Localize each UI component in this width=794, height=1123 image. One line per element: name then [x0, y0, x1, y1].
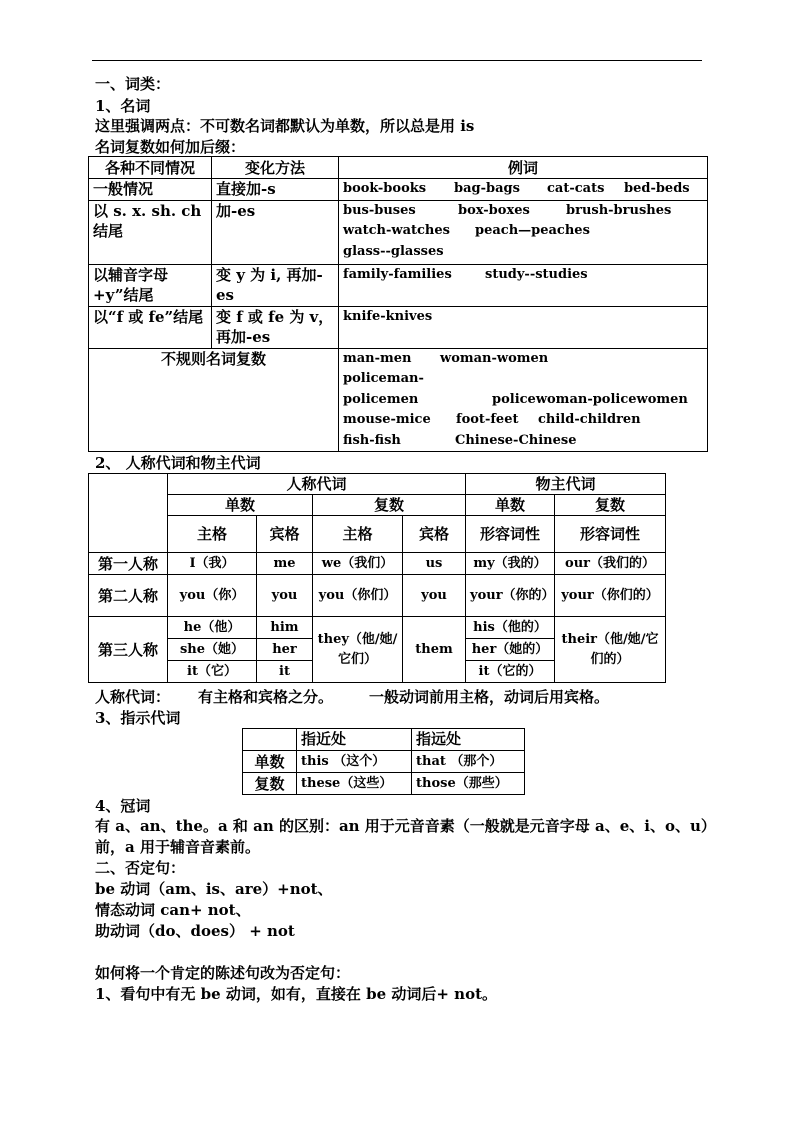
table-header-row: [89, 474, 666, 495]
cell: me: [257, 553, 313, 575]
cell: it（它）: [168, 661, 257, 683]
example: mouse-mice: [343, 412, 431, 427]
cell: they（他/她/它们）: [313, 617, 403, 683]
header-personal: 人称代词: [168, 474, 466, 495]
example: watch-watches: [343, 223, 450, 238]
negation-step-1: 1、看句中有无 be 动词，如有，直接在 be 动词后+ not。: [95, 985, 498, 1003]
row-label-second: 第二人称: [89, 575, 168, 617]
article-text-line1: 有 a、an、the。a 和 an 的区别：an 用于元音音素（一般就是元音字母 a、e、i、o、u）: [95, 817, 716, 835]
table-row: [89, 553, 666, 575]
case-cell: 以“f 或 fe”结尾: [89, 306, 212, 348]
example: peach—peaches: [475, 223, 590, 238]
header-possessive: 物主代词: [466, 474, 666, 495]
row-label-singular: 单数: [243, 751, 297, 773]
cell: them: [403, 617, 466, 683]
header-singular: 单数: [466, 495, 555, 516]
example: knife-knives: [343, 308, 433, 324]
header-subject: 主格: [313, 516, 403, 553]
cell: those（那些）: [412, 773, 525, 795]
case-cell: 以辅音字母+y”结尾: [89, 264, 212, 306]
cell: your（你们的）: [555, 575, 666, 617]
section-heading-2: 二、否定句：: [95, 859, 186, 877]
cell: her: [257, 639, 313, 661]
article-text-line2: 前，a 用于辅音音素前。: [95, 838, 260, 856]
table-header-row: [89, 157, 708, 179]
case-cell: 不规则名词复数: [89, 348, 339, 452]
section-heading-1: 一、词类：: [95, 75, 171, 93]
blank-corner: [89, 474, 168, 553]
method-cell: 变 y 为 i, 再加-es: [212, 264, 339, 306]
negation-auxiliary: 助动词（do、does） + not: [95, 922, 295, 940]
example: book-books: [343, 181, 427, 196]
example: family-families: [343, 266, 452, 282]
cell: it（它的）: [466, 661, 555, 683]
example: study--studies: [485, 266, 588, 282]
example: bed-beds: [624, 181, 690, 196]
examples-cell: [339, 200, 708, 264]
cell: these（这些）: [297, 773, 412, 795]
method-cell: 加-es: [212, 200, 339, 264]
cell: your（你的）: [466, 575, 555, 617]
table-row: [89, 306, 708, 348]
example: Chinese-Chinese: [455, 432, 577, 448]
cell: you: [257, 575, 313, 617]
case-cell: 以 s. x. sh. ch 结尾: [89, 200, 212, 264]
cell: our（我们的）: [555, 553, 666, 575]
method-cell: 直接加-s: [212, 179, 339, 201]
note-pronoun-label: 人称代词：: [95, 688, 171, 706]
table-row: [89, 200, 708, 264]
example: fish-fish: [343, 432, 401, 448]
example: policewoman-policewomen: [492, 391, 688, 407]
note-uncountable: 这里强调两点：不可数名词都默认为单数，所以总是用 is: [95, 117, 475, 135]
example: man-men: [343, 350, 412, 366]
blank-corner: [243, 729, 297, 751]
cell: my（我的）: [466, 553, 555, 575]
note-pronoun-usage: 一般动词前用主格，动词后用宾格。: [369, 688, 610, 706]
header-object: 宾格: [403, 516, 466, 553]
table-row: [89, 264, 708, 306]
case-cell: 一般情况: [89, 179, 212, 201]
header-far: 指远处: [412, 729, 525, 751]
table-row: [89, 617, 666, 639]
note-pronoun-cases: 有主格和宾格之分。: [198, 688, 334, 706]
plural-rules-table: [88, 156, 708, 452]
header-adjective: 形容词性: [555, 516, 666, 553]
example: woman-women: [440, 350, 549, 366]
pronoun-table: [88, 473, 666, 683]
cell: their（他/她/它们的）: [555, 617, 666, 683]
header-singular: 单数: [168, 495, 313, 516]
header-examples: 例词: [339, 157, 708, 179]
example: child-children: [538, 412, 641, 427]
cell: you（你）: [168, 575, 257, 617]
cell: I（我）: [168, 553, 257, 575]
table-row: [243, 773, 525, 795]
row-label-third: 第三人称: [89, 617, 168, 683]
table-row: [89, 348, 708, 452]
note-pronoun-line: [95, 687, 609, 707]
example: bag-bags: [454, 181, 520, 196]
subsection-heading-demonstrative: 3、指示代词: [95, 709, 181, 727]
demonstrative-table: [242, 728, 525, 795]
subsection-heading-pronoun: 2、 人称代词和物主代词: [95, 454, 261, 472]
example: glass--glasses: [343, 243, 444, 259]
cell: that （那个）: [412, 751, 525, 773]
cell: us: [403, 553, 466, 575]
cell: you: [403, 575, 466, 617]
examples-cell: [339, 348, 708, 452]
cell: her（她的）: [466, 639, 555, 661]
row-label-first: 第一人称: [89, 553, 168, 575]
header-object: 宾格: [257, 516, 313, 553]
subsection-heading-noun: 1、名词: [95, 97, 151, 115]
table-header-row: [89, 516, 666, 553]
method-cell: 变 f 或 fe 为 v，再加-es: [212, 306, 339, 348]
cell: him: [257, 617, 313, 639]
examples-cell: [339, 179, 708, 201]
example: bus-buses: [343, 202, 416, 218]
cell: he（他）: [168, 617, 257, 639]
table-row: [89, 179, 708, 201]
negation-be: be 动词（am、is、are）+not、: [95, 880, 333, 898]
header-method: 变化方法: [212, 157, 339, 179]
header-case: 各种不同情况: [89, 157, 212, 179]
example: policeman-policemen: [343, 371, 424, 407]
table-row: [89, 575, 666, 617]
example: foot-feet: [456, 412, 519, 427]
negation-modal: 情态动词 can+ not、: [95, 901, 251, 919]
header-near: 指近处: [297, 729, 412, 751]
table-header-row: [243, 729, 525, 751]
header-plural: 复数: [555, 495, 666, 516]
note-plural-suffix: 名词复数如何加后缀：: [95, 138, 246, 156]
cell: his（他的）: [466, 617, 555, 639]
header-rule: [92, 60, 702, 61]
examples-cell: [339, 264, 708, 306]
cell: we（我们）: [313, 553, 403, 575]
header-adjective: 形容词性: [466, 516, 555, 553]
negation-howto: 如何将一个肯定的陈述句改为否定句：: [95, 964, 351, 982]
example: box-boxes: [458, 202, 530, 218]
cell: it: [257, 661, 313, 683]
table-row: [243, 751, 525, 773]
header-plural: 复数: [313, 495, 466, 516]
cell: she（她）: [168, 639, 257, 661]
cell: you（你们）: [313, 575, 403, 617]
example: cat-cats: [547, 181, 605, 196]
table-header-row: [89, 495, 666, 516]
cell: this （这个）: [297, 751, 412, 773]
header-subject: 主格: [168, 516, 257, 553]
example: brush-brushes: [566, 202, 672, 218]
subsection-heading-article: 4、冠词: [95, 797, 151, 815]
examples-cell: [339, 306, 708, 348]
row-label-plural: 复数: [243, 773, 297, 795]
